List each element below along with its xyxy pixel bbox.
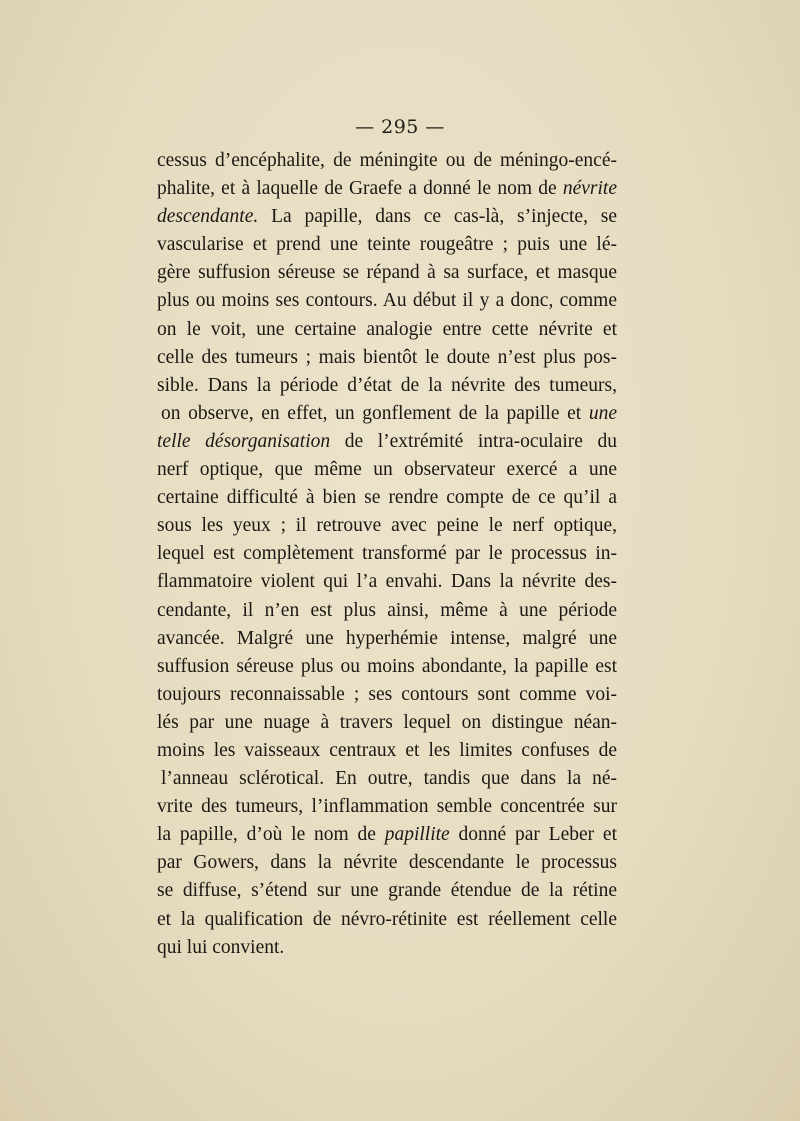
text-span: phalite, et à laquelle de Graefe a donné le nom de [157, 178, 563, 200]
page-number: — 295 — [355, 116, 445, 138]
text-line [157, 175, 617, 203]
text-span: cessus d’encéphalite, de méningite ou de méningo-encé- [157, 150, 617, 171]
text-line [157, 344, 617, 372]
text-line [157, 765, 617, 793]
text-span: par Gowers, dans la névrite descendante le processus [157, 852, 617, 874]
italic-text: telle désorganisation [157, 430, 331, 452]
text-span: nerf optique, que même un observateur exercé a une [157, 459, 617, 481]
text-line [157, 231, 617, 259]
text-line [157, 316, 617, 344]
text-line [157, 849, 617, 877]
text-span: sous les yeux ; il retrouve avec peine le nerf optique, [157, 515, 617, 537]
text-span: vrite des tumeurs, l’inflammation semble concentrée sur [157, 796, 617, 818]
text-line [157, 934, 617, 962]
text-span: vascularise et prend une teinte rougeâtre ; puis une lé- [157, 234, 617, 256]
text-span: on observe, en effet, un gonflement de la papille et [161, 402, 589, 424]
text-span: se diffuse, s’étend sur une grande étendue de la rétine [157, 880, 617, 902]
body-text [157, 147, 617, 962]
text-line [157, 653, 617, 681]
text-line [157, 428, 617, 456]
text-line [157, 821, 617, 849]
text-span: cendante, il n’en est plus ainsi, même à une période [157, 599, 617, 621]
text-span: avancée. Malgré une hyperhémie intense, malgré une [157, 627, 617, 649]
text-span: La papille, dans ce cas-là, s’injecte, se [258, 206, 617, 228]
italic-text: papillite [384, 824, 450, 846]
text-span: toujours reconnaissable ; ses contours sont comme voi- [157, 683, 617, 705]
text-span: la papille, d’où le nom de [157, 824, 385, 846]
text-span: flammatoire violent qui l’a envahi. Dans la névrite des- [157, 571, 617, 593]
text-line [157, 906, 617, 934]
text-line [157, 709, 617, 737]
text-span: suffusion séreuse plus ou moins abondante, la papille est [157, 655, 617, 677]
text-line [157, 512, 617, 540]
text-span: lés par une nuage à travers lequel on distingue néan- [157, 711, 617, 733]
italic-text: une [588, 402, 617, 424]
text-line [157, 287, 617, 315]
text-line [157, 203, 617, 231]
text-line [157, 456, 617, 484]
text-span: sible. Dans la période d’état de la névrite des tumeurs, [157, 374, 617, 396]
text-span: qui lui convient. [157, 936, 285, 958]
text-line [157, 259, 617, 287]
text-span: plus ou moins ses contours. Au début il y a donc, comme [157, 290, 617, 312]
text-span: certaine difficulté à bien se rendre compte de ce qu’il a [157, 487, 617, 509]
text-line [157, 400, 617, 428]
text-span: donné par Leber et [449, 824, 617, 846]
text-span: gère suffusion séreuse se répand à sa surface, et masque [157, 262, 617, 284]
text-line [157, 877, 617, 905]
text-span: moins les vaisseaux centraux et les limites confuses de [157, 739, 617, 761]
text-line [157, 372, 617, 400]
text-line [157, 737, 617, 765]
text-span: celle des tumeurs ; mais bientôt le doute n’est plus pos- [157, 346, 617, 368]
text-span: l’anneau sclérotical. En outre, tandis que dans la né- [161, 768, 617, 790]
text-line [157, 568, 617, 596]
text-line [157, 540, 617, 568]
text-span: on le voit, une certaine analogie entre cette névrite et [157, 318, 617, 340]
text-line [157, 793, 617, 821]
italic-text: névrite [562, 178, 617, 200]
text-span: de l’extrémité intra-oculaire du [330, 430, 618, 452]
text-line [157, 484, 617, 512]
text-line [157, 625, 617, 653]
italic-text: descendante. [157, 206, 259, 228]
text-span: lequel est complètement transformé par le processus in- [157, 543, 617, 565]
text-span: et la qualification de névro-rétinite est réellement celle [157, 908, 617, 930]
text-line [157, 147, 617, 175]
text-line [157, 597, 617, 625]
text-line [157, 681, 617, 709]
